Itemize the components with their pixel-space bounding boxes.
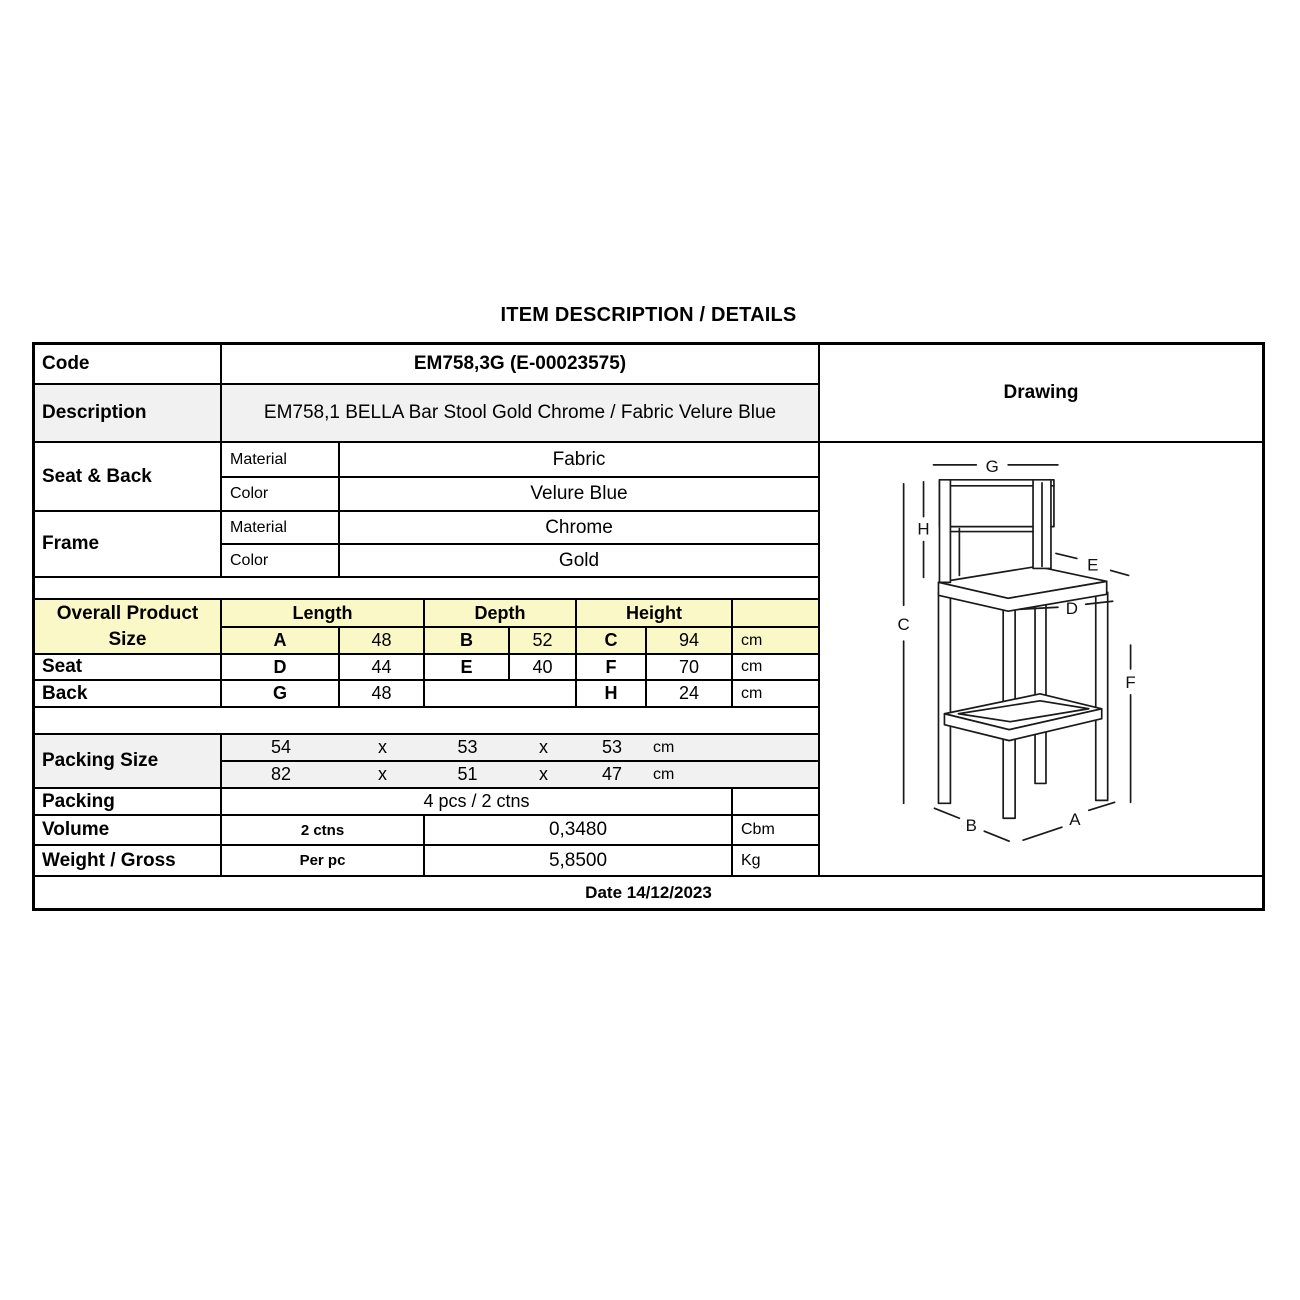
stool-right-leg — [1096, 592, 1108, 800]
overall-size-label-line2: Size — [108, 628, 147, 650]
dim-label-b: B — [965, 816, 977, 836]
drawing-area — [820, 443, 1262, 877]
header-height: Height — [577, 600, 733, 628]
overall-size-label-line1: Overall Product — [56, 602, 199, 624]
dim-label-a: A — [1069, 810, 1081, 830]
frame-label: Frame — [35, 512, 222, 578]
bar-stool-drawing — [820, 443, 1262, 875]
seat-row-label: Seat — [35, 655, 222, 681]
pack1-v3: 53 — [601, 737, 623, 757]
page-title: ITEM DESCRIPTION / DETAILS — [500, 304, 797, 326]
weight-value: 5,8500 — [425, 846, 733, 877]
pack1-unit: cm — [653, 738, 675, 756]
spacer-row-2 — [35, 708, 820, 735]
back-unit: cm — [733, 681, 820, 708]
back-height-value: 24 — [647, 681, 733, 708]
packing-label: Packing — [35, 789, 222, 816]
seat-back-material-label: Material — [222, 443, 340, 478]
pack1-v2: 53 — [457, 737, 478, 757]
packing-value: 4 pcs / 2 ctns — [222, 789, 733, 816]
weight-label: Weight / Gross — [35, 846, 222, 877]
back-height-key: H — [577, 681, 647, 708]
pack2-x2: x — [539, 764, 548, 784]
back-length-key: G — [222, 681, 340, 708]
code-value: EM758,3G (E-00023575) — [222, 345, 820, 385]
frame-material-label: Material — [222, 512, 340, 545]
seat-length-value: 44 — [340, 655, 425, 681]
weight-qty: Per pc — [222, 846, 425, 877]
back-length-value: 48 — [340, 681, 425, 708]
pack2-v2: 51 — [457, 764, 478, 784]
seat-back-material-value: Fabric — [340, 443, 820, 478]
code-label: Code — [35, 345, 222, 385]
overall-unit: cm — [733, 628, 820, 655]
dim-label-d: D — [1065, 599, 1078, 619]
overall-length-key: A — [222, 628, 340, 655]
drawing-header: Drawing — [820, 345, 1262, 443]
packing-size-row-1 — [222, 735, 820, 762]
frame-material-value: Chrome — [340, 512, 820, 545]
frame-color-label: Color — [222, 545, 340, 578]
dim-label-f: F — [1125, 672, 1136, 692]
back-depth-empty — [425, 681, 577, 708]
pack2-unit: cm — [653, 765, 675, 783]
overall-depth-key: B — [425, 628, 510, 655]
packing-size-label: Packing Size — [35, 735, 222, 789]
stool-left-leg — [938, 592, 950, 803]
volume-qty: 2 ctns — [222, 816, 425, 846]
stool-backrest-left-post — [939, 480, 950, 583]
pack2-x1: x — [378, 764, 387, 784]
pack2-v1: 82 — [270, 764, 292, 784]
overall-size-label — [35, 600, 222, 655]
seat-unit: cm — [733, 655, 820, 681]
volume-value: 0,3480 — [425, 816, 733, 846]
overall-height-key: C — [577, 628, 647, 655]
pack1-x2: x — [539, 737, 548, 757]
seat-back-color-label: Color — [222, 478, 340, 512]
back-row-label: Back — [35, 681, 222, 708]
seat-height-key: F — [577, 655, 647, 681]
pack2-v3: 47 — [601, 764, 623, 784]
overall-depth-value: 52 — [510, 628, 577, 655]
packing-unit-empty — [733, 789, 820, 816]
seat-back-color-value: Velure Blue — [340, 478, 820, 512]
description-value: EM758,1 BELLA Bar Stool Gold Chrome / Fabric Velure Blue — [222, 385, 820, 443]
pack1-x1: x — [378, 737, 387, 757]
overall-height-value: 94 — [647, 628, 733, 655]
spacer-row-1 — [35, 578, 820, 600]
dim-label-c: C — [897, 615, 910, 635]
packing-size-row-2 — [222, 762, 820, 789]
weight-unit: Kg — [733, 846, 820, 877]
seat-back-label: Seat & Back — [35, 443, 222, 512]
dim-label-g: G — [985, 456, 999, 476]
dim-label-h: H — [917, 519, 930, 539]
dim-label-e: E — [1087, 555, 1099, 575]
seat-depth-key: E — [425, 655, 510, 681]
pack1-v1: 54 — [270, 737, 292, 757]
description-label: Description — [35, 385, 222, 443]
seat-depth-value: 40 — [510, 655, 577, 681]
header-unit-empty — [733, 600, 820, 628]
overall-length-value: 48 — [340, 628, 425, 655]
header-length: Length — [222, 600, 425, 628]
volume-label: Volume — [35, 816, 222, 846]
spec-table — [32, 342, 1265, 911]
volume-unit: Cbm — [733, 816, 820, 846]
seat-height-value: 70 — [647, 655, 733, 681]
frame-color-value: Gold — [340, 545, 820, 578]
date-row: Date 14/12/2023 — [35, 877, 1262, 908]
header-depth: Depth — [425, 600, 577, 628]
seat-length-key: D — [222, 655, 340, 681]
